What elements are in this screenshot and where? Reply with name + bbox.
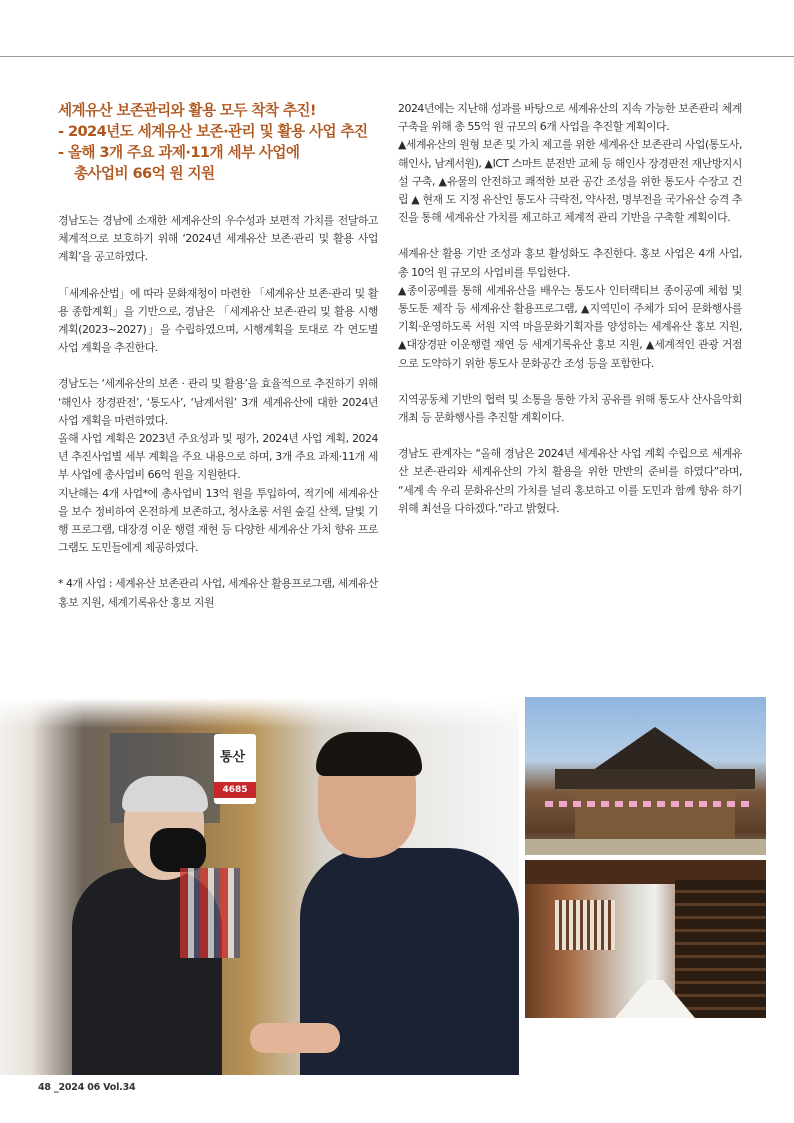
shop-sign bbox=[214, 734, 256, 804]
temple-ground bbox=[525, 839, 766, 855]
paragraph: 경남도는 경남에 소재한 세계유산의 우수성과 보편적 가치를 전달하고 체계적으로 보호하기 위해 ‘2024년 세계유산 보존·관리 및 활용 사업 계획’을 공고하였다. bbox=[58, 214, 378, 264]
corridor-photo bbox=[525, 860, 766, 1018]
man-left-hair bbox=[122, 776, 208, 812]
footnote: * 4개 사업 : 세계유산 보존관리 사업, 세계유산 활용프로그램, 세계유산 홍보 지원, 세계기록유산 홍보 지원 bbox=[58, 577, 378, 609]
face-mask bbox=[150, 828, 206, 872]
shop-sign-phone: 4685 bbox=[214, 782, 256, 798]
top-rule bbox=[0, 56, 794, 57]
headline-line-1: 세계유산 보존관리와 활용 모두 착착 추진! bbox=[58, 102, 316, 119]
paragraph: 경남도는 ‘세계유산의 보존 · 관리 및 활용’을 효율적으로 추진하기 위해 ‘해인사 장경판전’, ‘통도사’, ‘남계서원’ 3개 세계유산에 대한 2024년 사업 계획을 마련하였다. bbox=[58, 377, 378, 427]
headline-line-2: - 2024년도 세계유산 보존·관리 및 활용 사업 추진 bbox=[58, 123, 368, 140]
headline-line-4: 총사업비 66억 원 지원 bbox=[74, 165, 215, 182]
right-column bbox=[398, 100, 742, 518]
shop-sign-text: 통산 bbox=[220, 750, 246, 765]
paragraph: 지난해는 4개 사업*에 총사업비 13억 원을 투입하여, 적기에 세계유산을 보수 정비하여 온전하게 보존하고, 청사초롱 서원 숲길 산책, 달빛 기행 프로그램, 대장경 이운 행렬 재현 등 다양한 세계유산 가치 향유 프로그램도 도민들에게 제공하였다. bbox=[58, 486, 378, 555]
paragraph: 「세계유산법」에 따라 문화재청이 마련한 「세계유산 보존·관리 및 활용 종합계획」을 기반으로, 경남은 「세계유산 보존·관리 및 활용 시행계획(2023~2027)」을 수립하였으며, 시행계획을 토대로 각 연도별 사업 계획을 추진한다. bbox=[58, 286, 378, 355]
handshake bbox=[250, 1023, 340, 1053]
woodblock-shelves bbox=[675, 880, 766, 1018]
paragraph: 올해 사업 계획은 2023년 주요성과 및 평가, 2024년 사업 계획, 2024년 추진사업별 세부 계획을 주요 내용으로 하며, 3개 주요 과제·11개 세부 사업에 총사업비 66억 원을 지원한다. bbox=[58, 432, 378, 482]
paragraph: 경남도 관계자는 “올해 경남은 2024년 세계유산 사업 계획 수립으로 세계유산 보존·관리와 세계유산의 가치 활용을 위한 만반의 준비를 하였다”라며, “세계 속 우리 문화유산의 가치를 널리 홍보하고 이를 도민과 함께 향유 하기 위해 최선을 다하겠다.”라고 밝혔다. bbox=[398, 447, 742, 515]
lantern-string bbox=[545, 801, 755, 807]
paragraph: 지역공동체 기반의 협력 및 소통을 통한 가치 공유를 위해 통도사 산사음악회 개최 등 문화행사를 추진할 계획이다. bbox=[398, 392, 742, 425]
paragraph: ▲종이공예를 통해 세계유산을 배우는 통도사 인터랙티브 종이공예 체험 및 통도툰 제작 등 세계유산 활용프로그램, ▲지역민이 주체가 되어 문화행사를 기획·운영하도록 서원 지역 마을문화기획자를 양성하는 세계유산 홍보 지원, ▲대장경판 이운행렬 재연 등 세계기록유산 홍보 지원, ▲세계적인 관광 거점으로 도약하기 위한 통도사 문화공간 조성 등을 포함한다. bbox=[398, 283, 742, 370]
left-column bbox=[58, 100, 378, 612]
paragraph: 세계유산 활용 기반 조성과 홍보 활성화도 추진한다. 홍보 사업은 4개 사업, 총 10억 원 규모의 사업비를 투입한다. bbox=[398, 247, 742, 279]
paragraph: 2024년에는 지난해 성과를 바탕으로 세계유산의 지속 가능한 보존관리 체계 구축을 위해 총 55억 원 규모의 6개 사업을 추진할 계획이다. bbox=[398, 102, 742, 134]
goods-rack bbox=[180, 868, 240, 958]
temple-wall bbox=[575, 789, 735, 839]
temple-eaves bbox=[555, 769, 755, 789]
market-photo bbox=[0, 698, 519, 1075]
page-footer: 48 _2024 06 Vol.34 bbox=[38, 1082, 136, 1093]
headline-line-3: - 올해 3개 주요 과제·11개 세부 사업에 bbox=[58, 144, 300, 161]
article-headline bbox=[58, 100, 378, 184]
temple-photo bbox=[525, 697, 766, 855]
man-right-hair bbox=[316, 732, 422, 776]
paragraph: ▲세계유산의 원형 보존 및 가치 제고를 위한 세계유산 보존관리 사업(통도사, 해인사, 남계서원), ▲ICT 스마트 분전반 교체 등 해인사 장경판전 재난방지시설 구축, ▲유물의 안전하고 쾌적한 보관 공간 조성을 위한 통도사 수장고 건립 ▲ 현재 도 지정 유산인 통도사 극락전, 약사전, 명부전을 국가유산 승격 추진을 통해 세계유산 가치를 제고하고 체계적 관리 기반을 구축할 계획이다. bbox=[398, 138, 742, 225]
lattice-window bbox=[555, 900, 615, 950]
